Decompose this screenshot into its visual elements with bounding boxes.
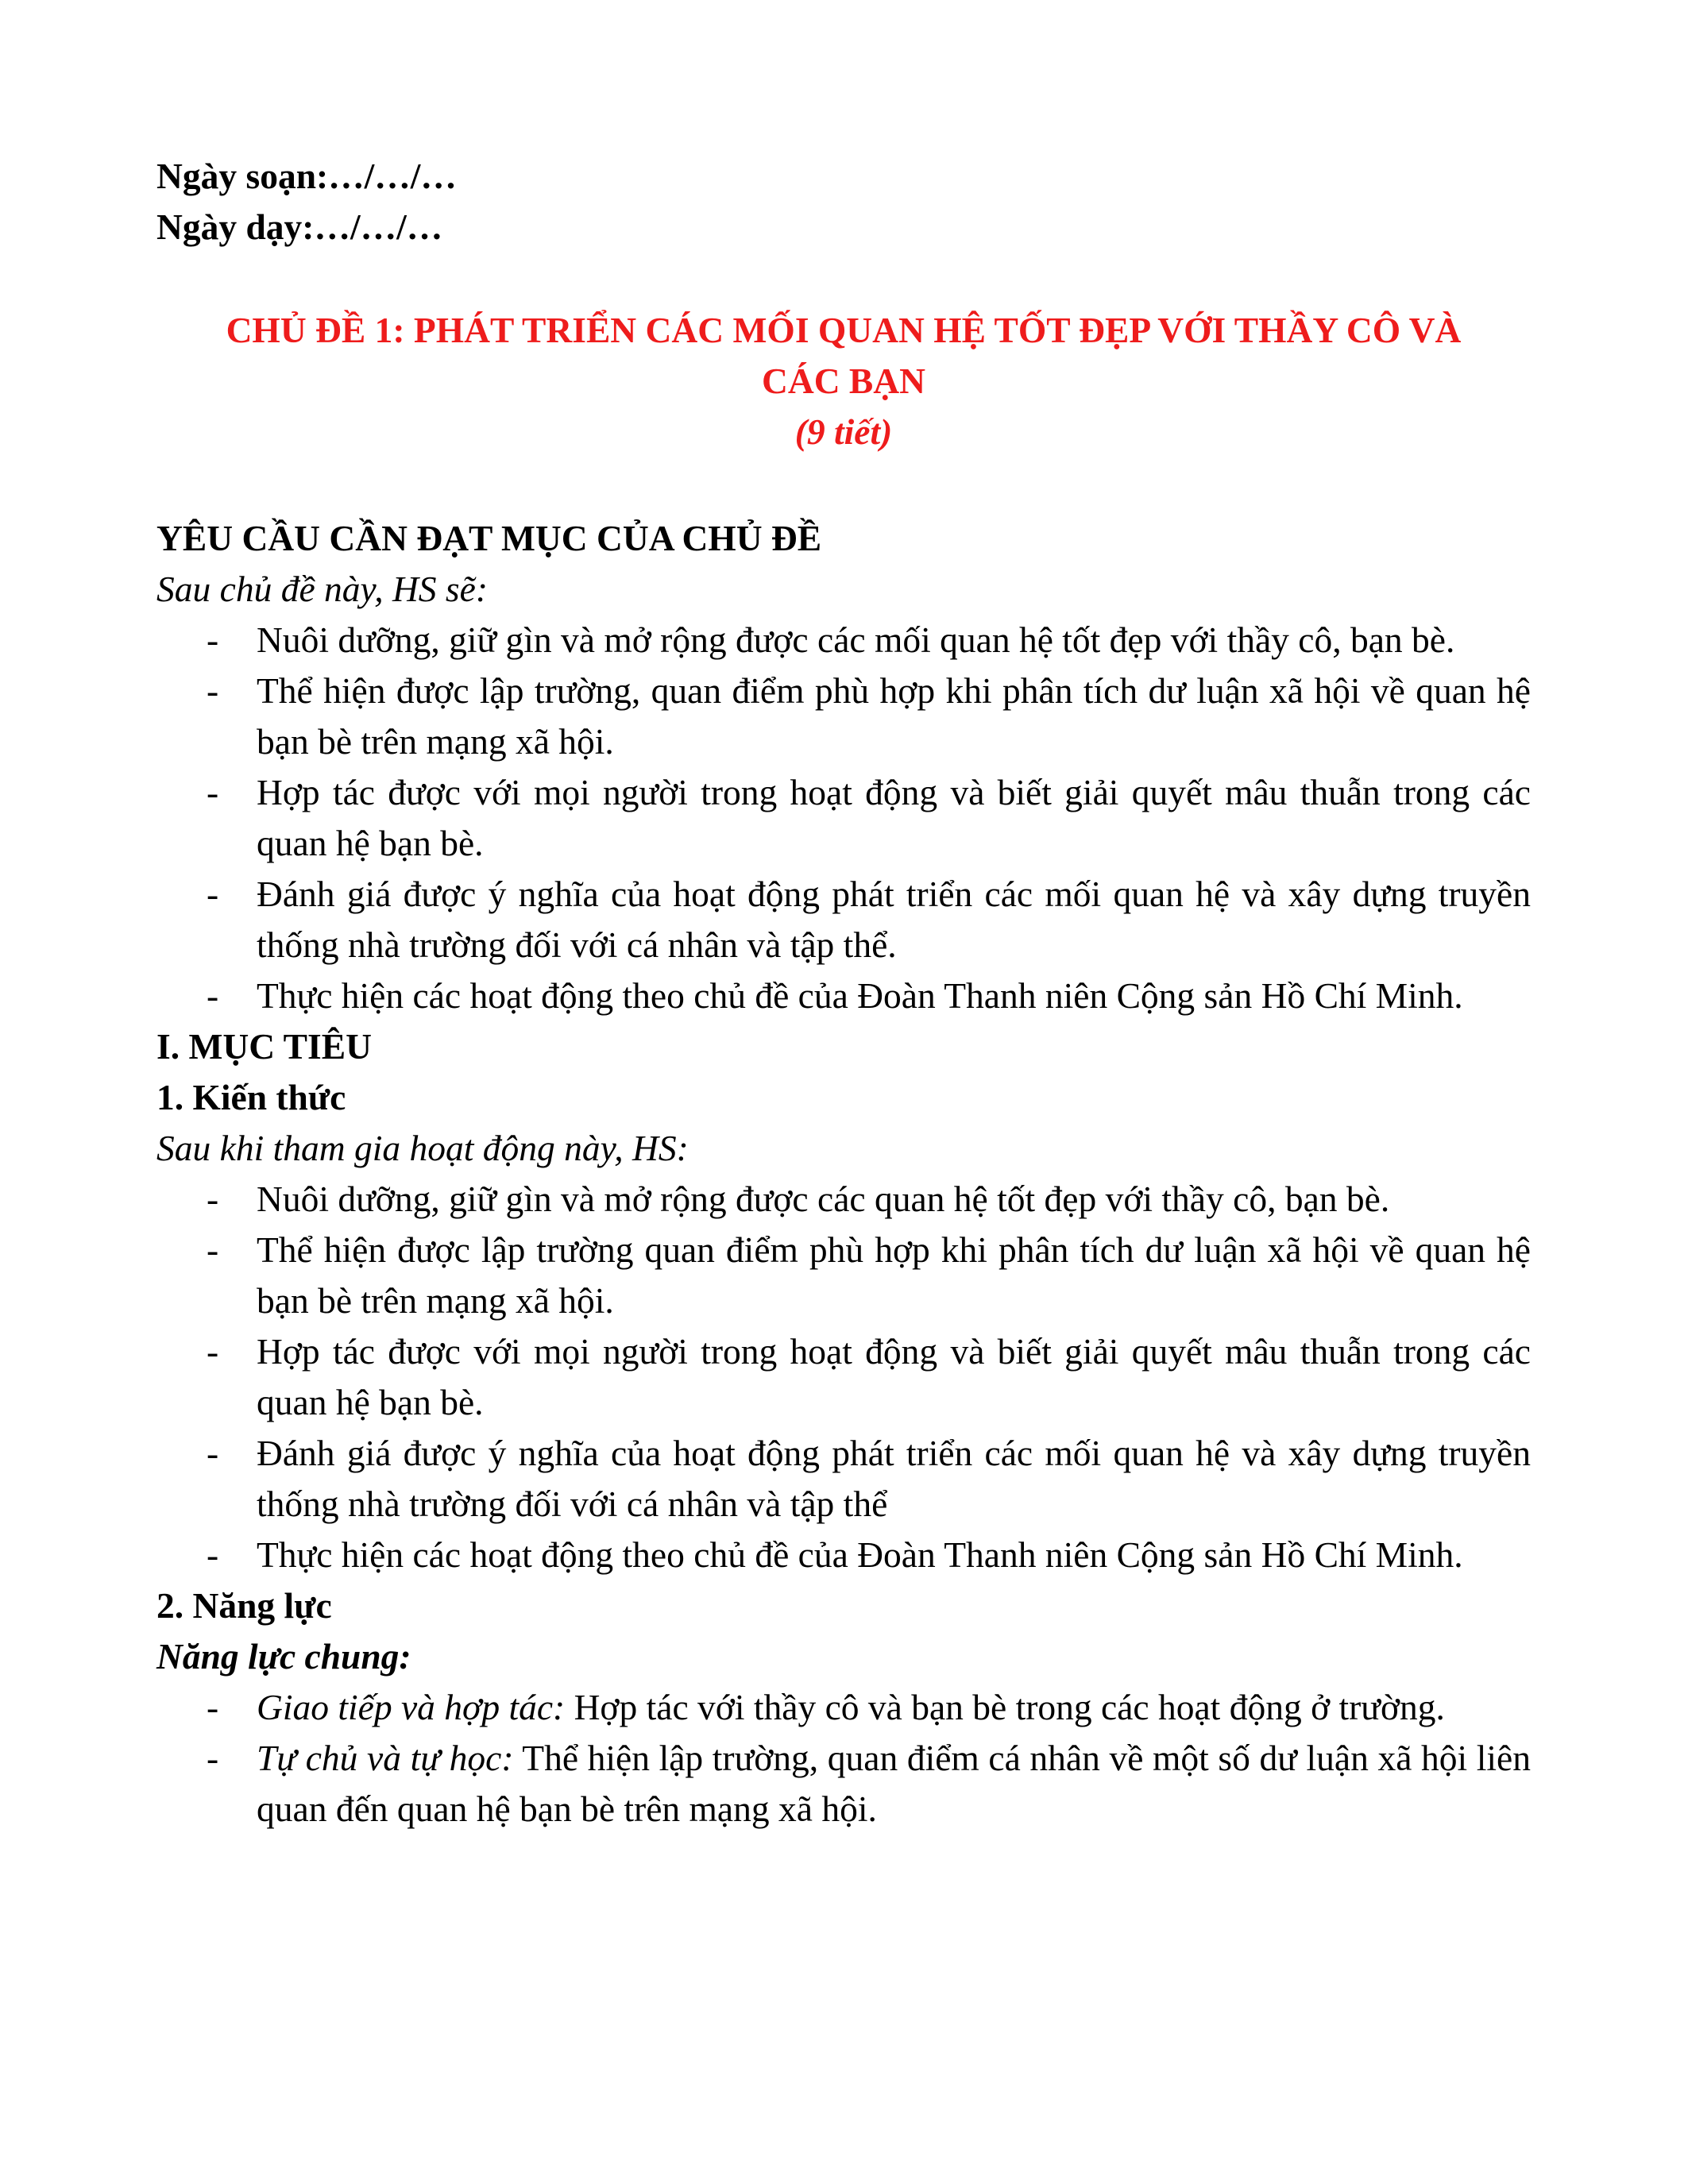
list-item: - Nuôi dưỡng, giữ gìn và mở rộng được các mối quan hệ tốt đẹp với thầy cô, bạn bè. xyxy=(156,615,1531,666)
requirements-list xyxy=(156,615,1531,1021)
date-taught: Ngày dạy:…/…/… xyxy=(156,206,443,247)
dash-bullet: - xyxy=(207,1433,219,1473)
list-item xyxy=(156,1733,1531,1835)
dash-bullet: - xyxy=(207,975,219,1016)
topic-title-line-1: CHỦ ĐỀ 1: PHÁT TRIỂN CÁC MỐI QUAN HỆ TỐT ĐẸP VỚI THẦY CÔ VÀ xyxy=(226,310,1462,350)
dash-bullet: - xyxy=(207,670,219,711)
list-item: - Thể hiện được lập trường quan điểm phù hợp khi phân tích dư luận xã hội về quan hệ bạn bè trên mạng xã hội. xyxy=(156,1225,1531,1326)
knowledge-list xyxy=(156,1174,1531,1580)
dash-bullet: - xyxy=(207,1738,219,1778)
knowledge-heading: 1. Kiến thức xyxy=(156,1077,346,1117)
competence-text: Thể hiện lập trường, quan điểm cá nhân về một số dư luận xã hội liên quan đến quan hệ bạn bè trên mạng xã hội. xyxy=(257,1738,1531,1829)
requirements-intro: Sau chủ đề này, HS sẽ: xyxy=(156,569,488,609)
dash-bullet: - xyxy=(207,619,219,660)
topic-periods: (9 tiết) xyxy=(794,411,893,452)
competence-text: Hợp tác với thầy cô và bạn bè trong các hoạt động ở trường. xyxy=(565,1687,1445,1727)
competence-list xyxy=(156,1682,1531,1835)
list-item: - Thực hiện các hoạt động theo chủ đề của Đoàn Thanh niên Cộng sản Hồ Chí Minh. xyxy=(156,1530,1531,1580)
date-prepared: Ngày soạn:…/…/… xyxy=(156,156,457,196)
competence-label: Giao tiếp và hợp tác: xyxy=(257,1687,566,1727)
dash-bullet: - xyxy=(207,1229,219,1270)
dash-bullet: - xyxy=(207,874,219,914)
dash-bullet: - xyxy=(207,772,219,812)
dash-bullet: - xyxy=(207,1534,219,1575)
list-item: - Thực hiện các hoạt động theo chủ đề của Đoàn Thanh niên Cộng sản Hồ Chí Minh. xyxy=(156,970,1531,1021)
list-item: - Hợp tác được với mọi người trong hoạt động và biết giải quyết mâu thuẫn trong các quan hệ bạn bè. xyxy=(156,767,1531,869)
dash-bullet: - xyxy=(207,1687,219,1727)
document-page xyxy=(156,151,1531,1835)
list-item: - Đánh giá được ý nghĩa của hoạt động phát triển các mối quan hệ và xây dựng truyền thống nhà trường đối với cá nhân và tập thể xyxy=(156,1428,1531,1530)
objectives-heading: I. MỤC TIÊU xyxy=(156,1026,372,1067)
general-competence-heading: Năng lực chung: xyxy=(156,1636,411,1677)
topic-title-line-2: CÁC BẠN xyxy=(761,361,926,401)
knowledge-intro: Sau khi tham gia hoạt động này, HS: xyxy=(156,1128,689,1168)
list-item: - Hợp tác được với mọi người trong hoạt động và biết giải quyết mâu thuẫn trong các quan hệ bạn bè. xyxy=(156,1326,1531,1428)
dash-bullet: - xyxy=(207,1179,219,1219)
list-item: - Nuôi dưỡng, giữ gìn và mở rộng được các quan hệ tốt đẹp với thầy cô, bạn bè. xyxy=(156,1174,1531,1225)
requirements-heading: YÊU CẦU CẦN ĐẠT MỤC CỦA CHỦ ĐỀ xyxy=(156,518,822,558)
competence-label: Tự chủ và tự học: xyxy=(257,1738,514,1778)
dash-bullet: - xyxy=(207,1331,219,1372)
list-item xyxy=(156,1682,1531,1733)
topic-title-block xyxy=(156,305,1531,457)
list-item: - Đánh giá được ý nghĩa của hoạt động phát triển các mối quan hệ và xây dựng truyền thống nhà trường đối với cá nhân và tập thể. xyxy=(156,869,1531,970)
competence-heading: 2. Năng lực xyxy=(156,1585,332,1626)
list-item: - Thể hiện được lập trường, quan điểm phù hợp khi phân tích dư luận xã hội về quan hệ bạn bè trên mạng xã hội. xyxy=(156,666,1531,767)
